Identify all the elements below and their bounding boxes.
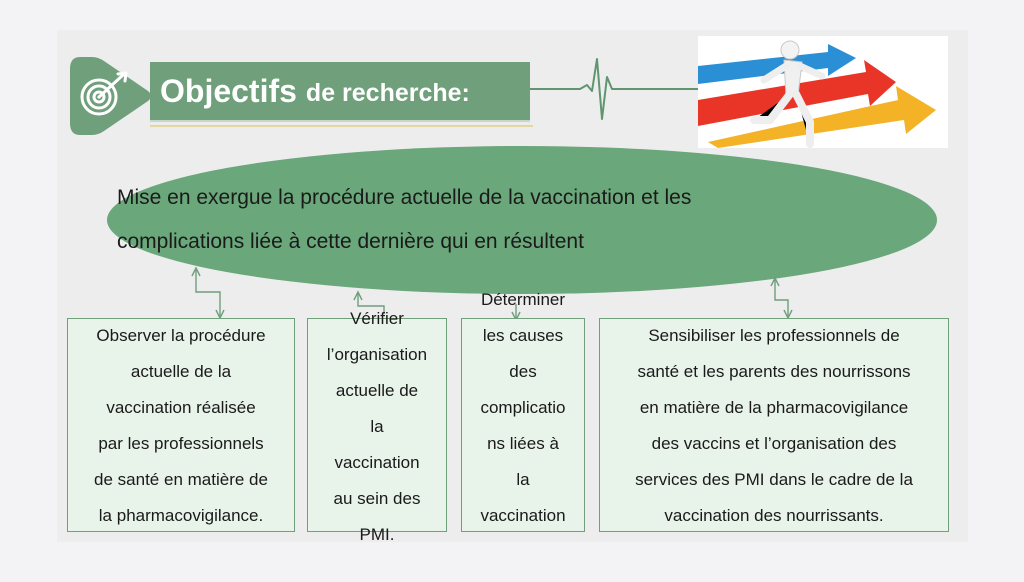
- card-3-line: des: [509, 362, 537, 381]
- card-2-line: vaccination: [334, 453, 420, 472]
- card-4-line: santé et les parents des nourrissons: [637, 362, 911, 381]
- card-4-line: en matière de la pharmacovigilance: [639, 398, 909, 417]
- card-3-line: vaccination: [480, 506, 566, 525]
- card-4-line: vaccination des nourrissants.: [664, 506, 884, 525]
- card-1-line: Observer la procédure: [96, 326, 266, 345]
- card-4-line: des vaccins et l’organisation des: [651, 434, 897, 453]
- title-word-objectifs: Objectifs: [160, 72, 297, 109]
- objective-card-1-text: [67, 318, 295, 534]
- card-2-line: PMI.: [359, 525, 395, 544]
- main-objective-line-2: complications liée à cette dernière qui en résultent: [117, 230, 584, 253]
- card-1-line: vaccination réalisée: [106, 398, 256, 417]
- card-1-line: actuelle de la: [130, 362, 232, 381]
- card-2-line: actuelle de: [335, 381, 419, 400]
- card-1-line: la pharmacovigilance.: [98, 506, 264, 525]
- card-3-line: ns liées à: [487, 434, 559, 453]
- card-3-line: complicatio: [480, 398, 566, 417]
- card-1-line: de santé en matière de: [94, 470, 268, 489]
- card-2-line: la: [370, 417, 384, 436]
- card-3-line: Déterminer: [480, 290, 566, 309]
- card-1-line: par les professionnels: [98, 434, 264, 453]
- card-3-line: les causes: [482, 326, 564, 345]
- card-4-line: services des PMI dans le cadre de la: [635, 470, 913, 489]
- card-2-line: l’organisation: [326, 345, 428, 364]
- card-3-line: la: [516, 470, 530, 489]
- card-4-line: Sensibiliser les professionnels de: [648, 326, 900, 345]
- title-rest: de recherche:: [305, 78, 470, 107]
- objective-card-3-text: [461, 282, 585, 534]
- objective-card-2-text: [307, 301, 447, 553]
- card-2-line: Vérifier: [350, 309, 404, 328]
- card-2-line: au sein des: [333, 489, 421, 508]
- main-objective-line-1: Mise en exergue la procédure actuelle de la vaccination et les: [117, 186, 692, 209]
- objective-card-4-text: [599, 318, 949, 534]
